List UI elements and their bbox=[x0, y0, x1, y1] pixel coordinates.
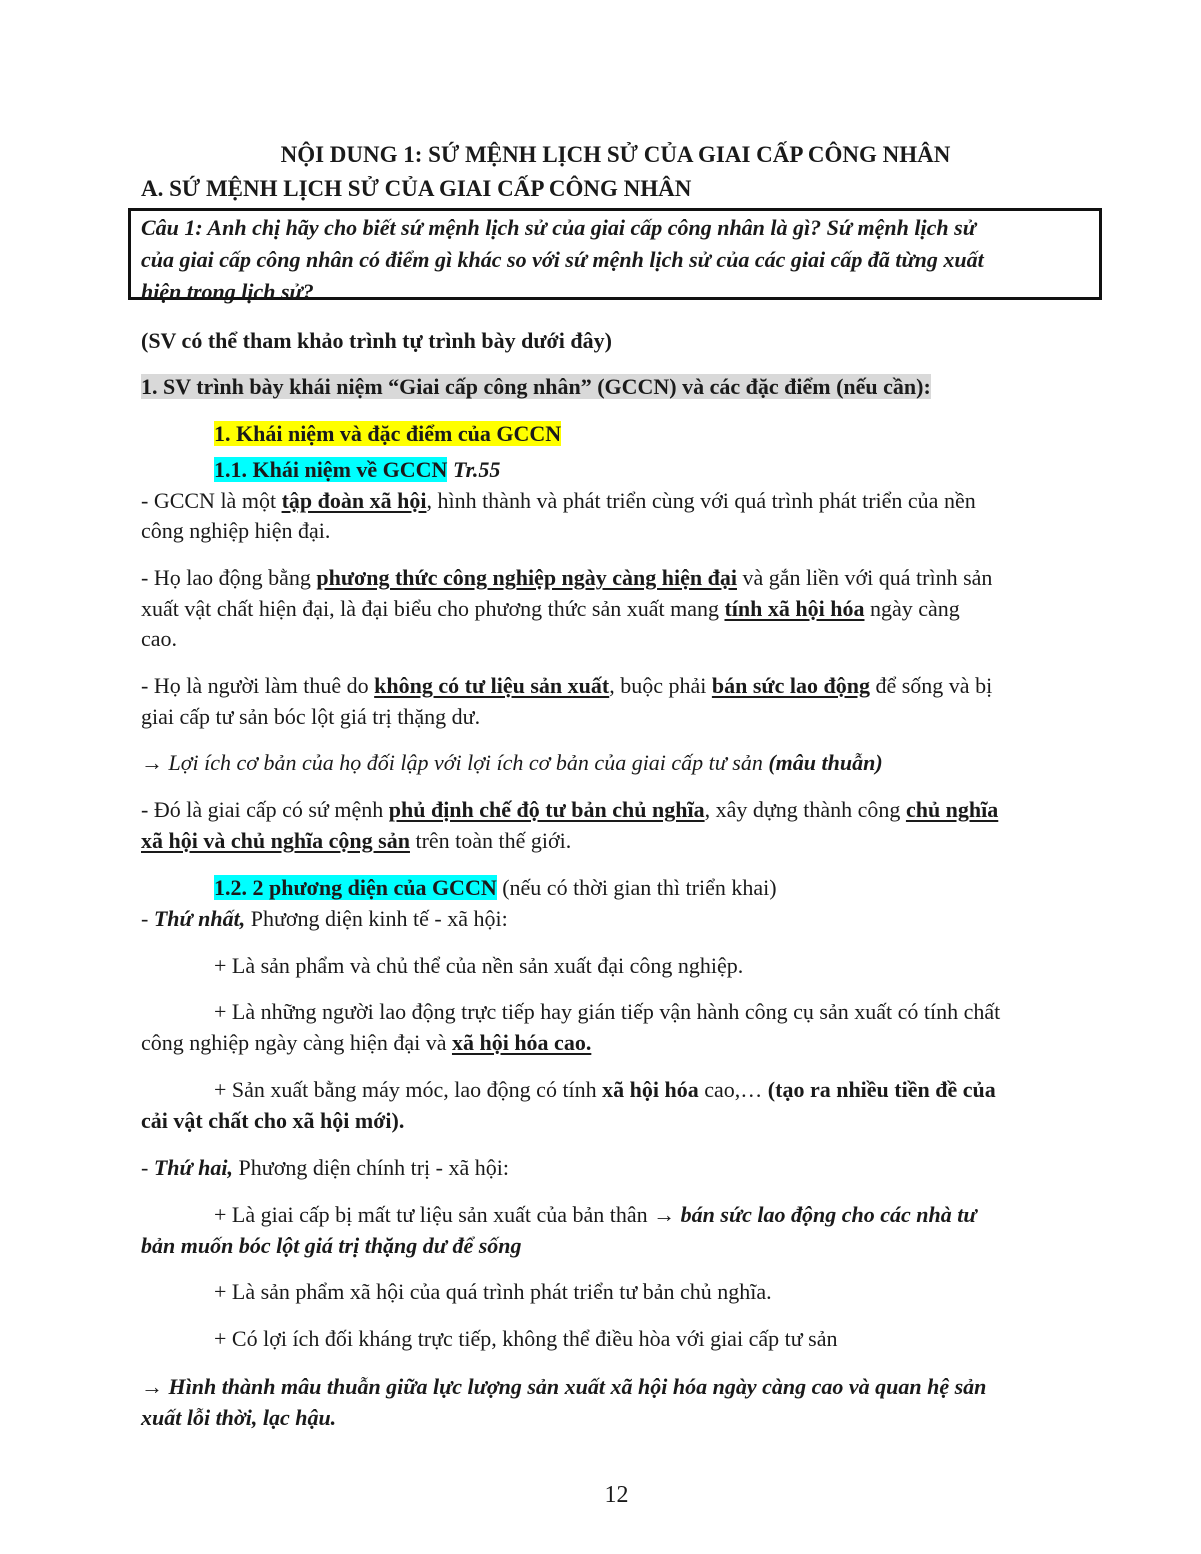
first-point-3-line-1 bbox=[214, 1075, 996, 1105]
keyword: Thứ hai, bbox=[153, 1155, 234, 1180]
question-line-1: Câu 1: Anh chị hãy cho biết sứ mệnh lịch sử của giai cấp công nhân là gì? Sứ mệnh lịch sử bbox=[141, 215, 976, 240]
text: và gắn liền với quá trình sản bbox=[737, 565, 993, 590]
second-point-3: + Có lợi ích đối kháng trực tiếp, không thể điều hòa với giai cấp tư sản bbox=[214, 1326, 838, 1351]
keyword: xã hội và chủ nghĩa cộng sản bbox=[141, 828, 410, 853]
second-point-1-line-2: bản muốn bóc lột giá trị thặng dư để sống bbox=[141, 1233, 522, 1258]
text: công nghiệp ngày càng hiện đại và bbox=[141, 1030, 452, 1055]
heading-1-2-highlight: 1.2. 2 phương diện của GCCN bbox=[214, 875, 497, 900]
paragraph-3-line-2: giai cấp tư sản bóc lột giá trị thặng dư. bbox=[141, 704, 481, 729]
second-point-1-line-1 bbox=[214, 1200, 977, 1230]
heading-1-1 bbox=[214, 455, 500, 485]
paragraph-1-line-2: công nghiệp hiện đại. bbox=[141, 518, 331, 543]
text: , hình thành và phát triển cùng với quá trình phát triển của nền bbox=[426, 488, 976, 513]
first-point-2-line-2 bbox=[141, 1028, 591, 1058]
heading-1-highlight: 1. Khái niệm và đặc điểm của GCCN bbox=[214, 421, 562, 446]
keyword: bán sức lao động cho các nhà tư bbox=[680, 1202, 977, 1227]
text: trên toàn thế giới. bbox=[409, 828, 572, 853]
text: - bbox=[141, 906, 154, 931]
conclusion-line-1: → Hình thành mâu thuẫn giữa lực lượng sản xuất xã hội hóa ngày càng cao và quan hệ sản bbox=[141, 1374, 987, 1399]
keyword: (mâu thuẫn) bbox=[768, 750, 883, 775]
keyword: Thứ nhất, bbox=[153, 906, 246, 931]
first-point-3-line-2: cải vật chất cho xã hội mới). bbox=[141, 1108, 405, 1133]
paragraph-1-line-1 bbox=[141, 486, 976, 516]
keyword: bán sức lao động bbox=[711, 673, 870, 698]
text: - bbox=[141, 1155, 154, 1180]
text: + Sản xuất bằng máy móc, lao động có tính bbox=[214, 1077, 603, 1102]
keyword: xã hội hóa bbox=[602, 1077, 699, 1102]
text: (nếu có thời gian thì triển khai) bbox=[496, 875, 777, 900]
text: , buộc phải bbox=[609, 673, 712, 698]
keyword: chủ nghĩa bbox=[905, 797, 999, 822]
text: xuất vật chất hiện đại, là đại biểu cho phương thức sản xuất mang bbox=[141, 596, 725, 621]
keyword: tính xã hội hóa bbox=[724, 596, 865, 621]
step-1-heading bbox=[141, 372, 931, 402]
note-text: (SV có thể tham khảo trình tự trình bày dưới đây) bbox=[141, 328, 612, 353]
keyword: phủ định chế độ tư bản chủ nghĩa bbox=[388, 797, 705, 822]
first-aspect bbox=[141, 904, 508, 934]
paragraph-5-line-2 bbox=[141, 826, 571, 856]
text: - Họ là người làm thuê do bbox=[141, 673, 375, 698]
paragraph-5-line-1 bbox=[141, 795, 998, 825]
second-aspect bbox=[141, 1153, 509, 1183]
text: ngày càng bbox=[864, 596, 960, 621]
text: - Họ lao động bằng bbox=[141, 565, 317, 590]
first-point-2-line-1: + Là những người lao động trực tiếp hay gián tiếp vận hành công cụ sản xuất có tính chất bbox=[214, 999, 1001, 1024]
keyword: phương thức công nghiệp ngày càng hiện đại bbox=[316, 565, 737, 590]
paragraph-2-line-3: cao. bbox=[141, 626, 178, 651]
text: để sống và bị bbox=[869, 673, 993, 698]
page-reference: Tr.55 bbox=[447, 457, 501, 482]
text: cao,… bbox=[698, 1077, 768, 1102]
question-box bbox=[128, 208, 1102, 304]
text: - GCCN là một bbox=[141, 488, 282, 513]
question-line-2: của giai cấp công nhân có điểm gì khác so với sứ mệnh lịch sử của các giai cấp đã từng xuất bbox=[141, 247, 984, 272]
page-number: 12 bbox=[604, 1482, 629, 1508]
second-point-2: + Là sản phẩm xã hội của quá trình phát triển tư bản chủ nghĩa. bbox=[214, 1279, 772, 1304]
paragraph-2-line-1 bbox=[141, 563, 992, 593]
paragraph-4 bbox=[141, 748, 883, 778]
text: + Là giai cấp bị mất tư liệu sản xuất của bản thân → bbox=[214, 1202, 681, 1227]
keyword: tập đoàn xã hội bbox=[281, 488, 427, 513]
keyword: xã hội hóa cao. bbox=[451, 1030, 592, 1055]
step-1-highlight: 1. SV trình bày khái niệm “Giai cấp công nhân” (GCCN) và các đặc điểm (nếu cần): bbox=[141, 374, 931, 399]
paragraph-3-line-1 bbox=[141, 671, 992, 701]
keyword: (tạo ra nhiều tiền đề của bbox=[767, 1077, 996, 1102]
text: Phương diện chính trị - xã hội: bbox=[233, 1155, 509, 1180]
keyword: không có tư liệu sản xuất bbox=[374, 673, 610, 698]
text: Phương diện kinh tế - xã hội: bbox=[245, 906, 508, 931]
heading-1-2 bbox=[214, 873, 777, 903]
text: - Đó là giai cấp có sứ mệnh bbox=[141, 797, 389, 822]
text: → Lợi ích cơ bản của họ đối lập với lợi ích cơ bản của giai cấp tư sản bbox=[141, 750, 769, 775]
heading-1-1-highlight: 1.1. Khái niệm về GCCN bbox=[214, 457, 448, 482]
first-point-1: + Là sản phẩm và chủ thể của nền sản xuất đại công nghiệp. bbox=[214, 953, 744, 978]
question-line-3: hiện trong lịch sử? bbox=[141, 279, 314, 304]
section-a-heading: A. SỨ MỆNH LỊCH SỬ CỦA GIAI CẤP CÔNG NHÂN bbox=[141, 176, 692, 201]
page-title: NỘI DUNG 1: SỨ MỆNH LỊCH SỬ CỦA GIAI CẤP CÔNG NHÂN bbox=[280, 142, 951, 167]
text: , xây dựng thành công bbox=[704, 797, 906, 822]
heading-1 bbox=[214, 419, 561, 449]
conclusion-line-2: xuất lỗi thời, lạc hậu. bbox=[141, 1405, 337, 1430]
paragraph-2-line-2 bbox=[141, 594, 960, 624]
